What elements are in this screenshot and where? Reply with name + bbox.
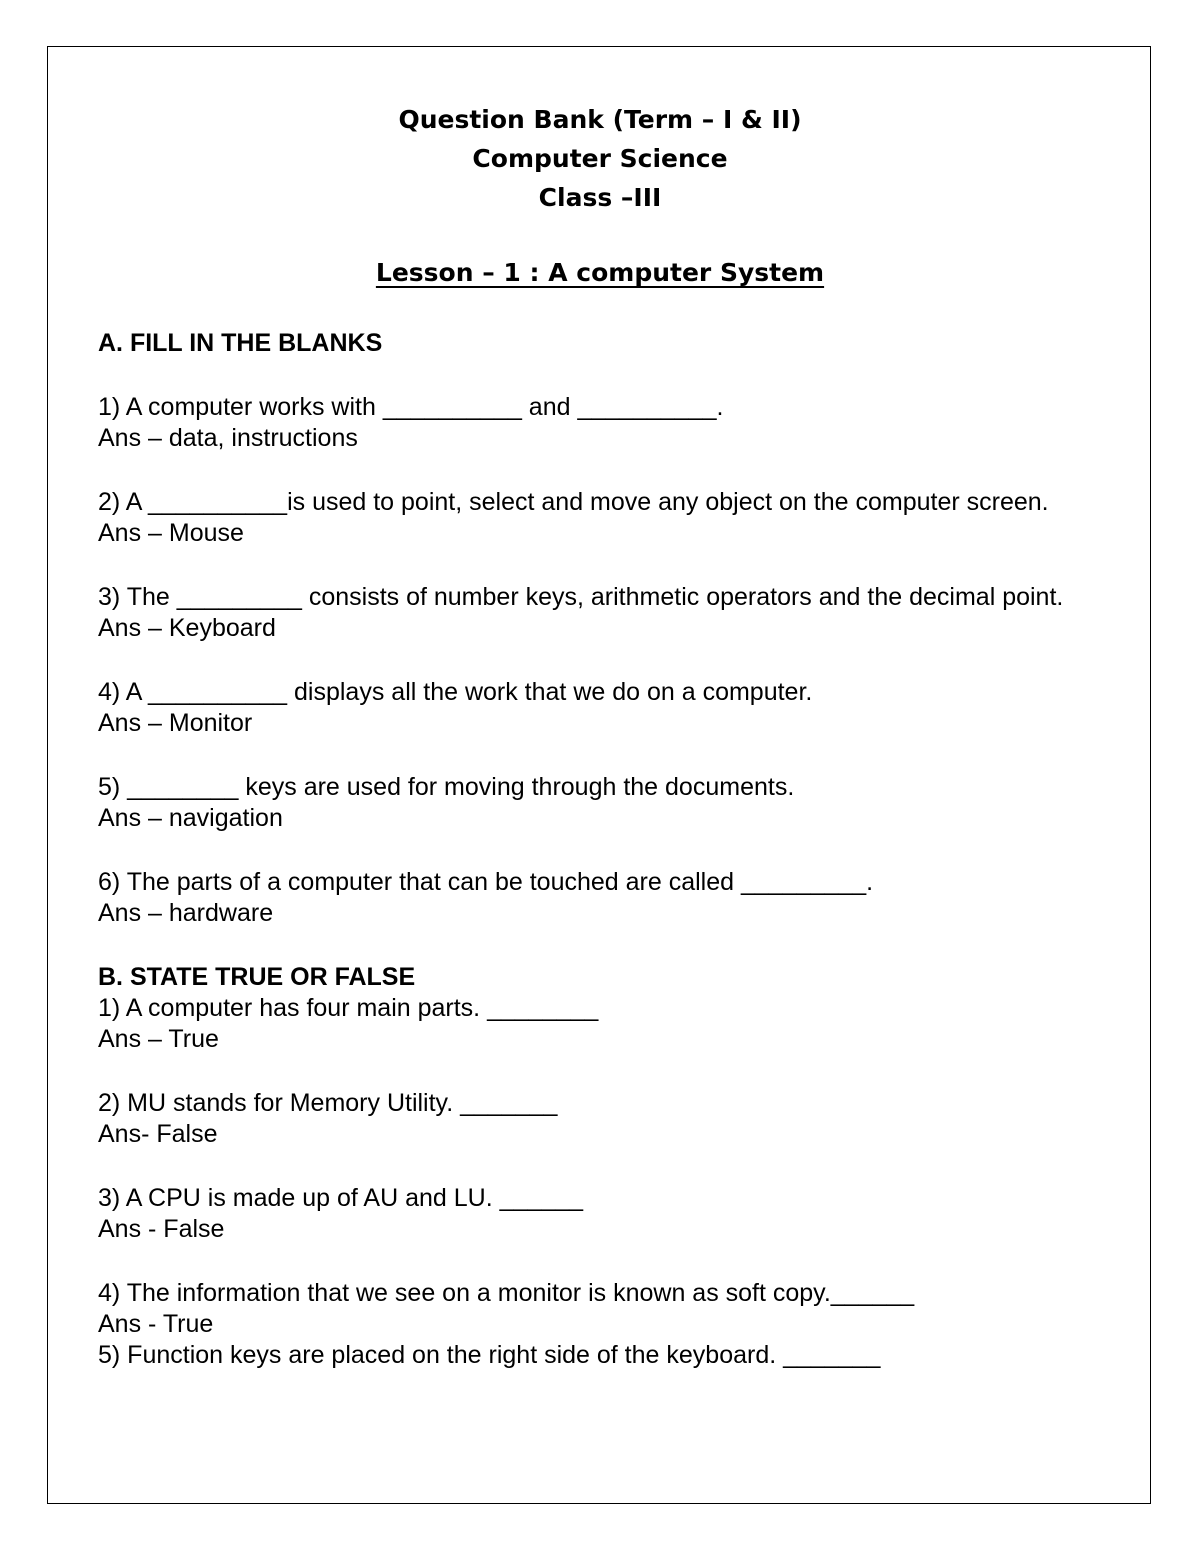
question-b2: 2) MU stands for Memory Utility. _______ [98, 1089, 558, 1117]
answer-a3: Ans – Keyboard [98, 614, 276, 642]
document-header [0, 100, 1200, 217]
answer-a6: Ans – hardware [98, 899, 274, 927]
answer-b1: Ans – True [98, 1025, 219, 1053]
question-a2: 2) A __________is used to point, select and move any object on the computer screen. [98, 488, 1049, 516]
answer-a2: Ans – Mouse [98, 519, 244, 547]
section-a-title: A. FILL IN THE BLANKS [98, 329, 383, 357]
header-class: Class –III [538, 183, 662, 212]
lesson-title: Lesson – 1 : A computer System [375, 258, 825, 287]
question-content [98, 328, 1108, 1371]
question-b1: 1) A computer has four main parts. ________ [98, 994, 599, 1022]
header-title: Question Bank (Term – I & II) [398, 105, 802, 134]
answer-a5: Ans – navigation [98, 804, 283, 832]
section-b-title: B. STATE TRUE OR FALSE [98, 963, 416, 991]
header-subject: Computer Science [472, 144, 728, 173]
question-a5: 5) ________ keys are used for moving through the documents. [98, 773, 795, 801]
lesson-heading [0, 255, 1200, 291]
question-a4: 4) A __________ displays all the work that we do on a computer. [98, 678, 813, 706]
answer-b2: Ans- False [98, 1120, 218, 1148]
question-a3: 3) The _________ consists of number keys, arithmetic operators and the decimal point. [98, 583, 1064, 611]
answer-b3: Ans - False [98, 1215, 225, 1243]
question-b3: 3) A CPU is made up of AU and LU. ______ [98, 1184, 584, 1212]
answer-a4: Ans – Monitor [98, 709, 253, 737]
question-a6: 6) The parts of a computer that can be touched are called _________. [98, 868, 874, 896]
question-a1: 1) A computer works with __________ and __________. [98, 393, 724, 421]
answer-b4: Ans - True [98, 1310, 214, 1338]
answer-a1: Ans – data, instructions [98, 424, 358, 452]
question-b5: 5) Function keys are placed on the right side of the keyboard. _______ [98, 1341, 881, 1369]
question-b4: 4) The information that we see on a monitor is known as soft copy.______ [98, 1279, 915, 1307]
